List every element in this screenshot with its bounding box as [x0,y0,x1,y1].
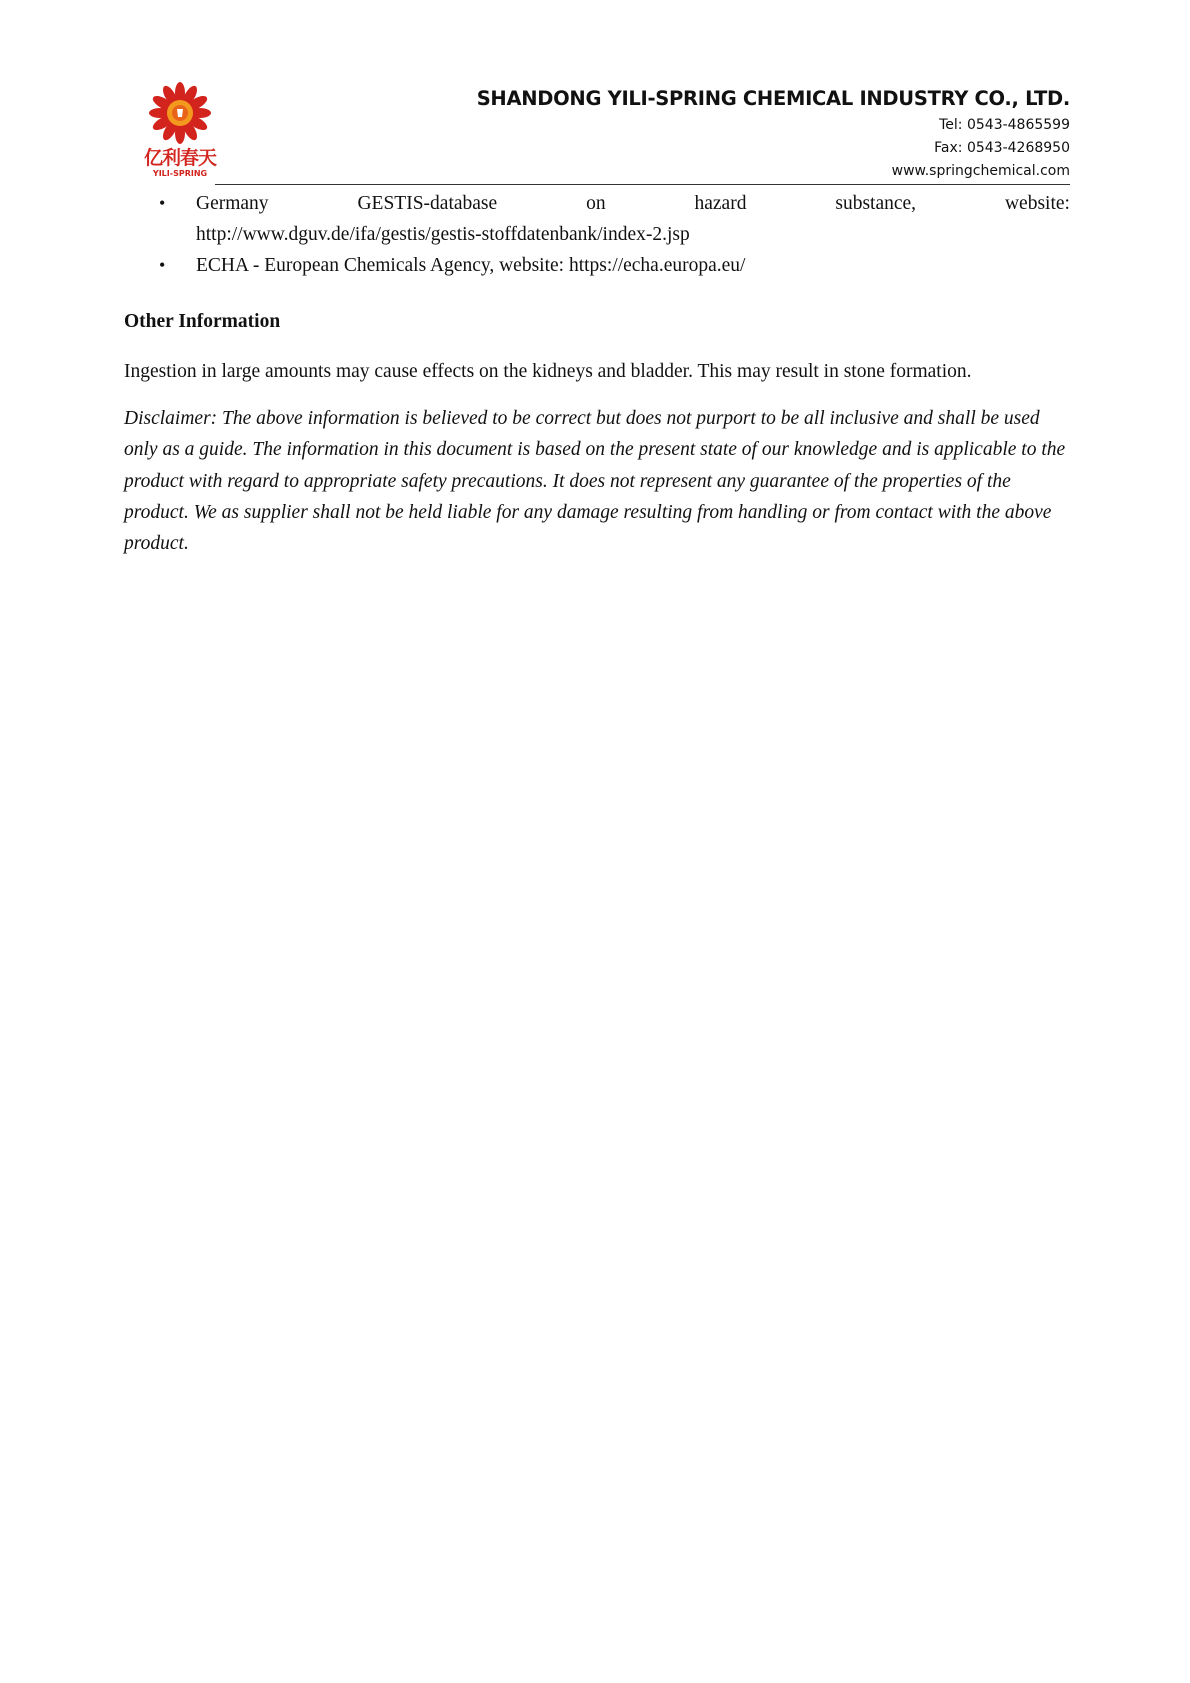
bullet-icon: • [159,255,166,275]
logo-english-text: YILI-SPRING [152,169,208,178]
reference-word: hazard [694,193,747,214]
company-name: SHANDONG YILI-SPRING CHEMICAL INDUSTRY CO., LTD. [476,87,1070,110]
reference-word: substance, [835,193,917,214]
reference-word: website: [1004,193,1070,214]
section-title: Other Information [124,311,281,332]
company-website: www.springchemical.com [891,163,1070,179]
gestis-link[interactable]: http://www.dguv.de/ifa/gestis/gestis-stoffdatenbank/index-2.jsp [196,224,690,245]
echa-reference[interactable]: ECHA - European Chemicals Agency, website: https://echa.europa.eu/ [196,255,746,276]
disclaimer-text: Disclaimer: The above information is believed to be correct but does not purport to be all inclusive and shall be used only as a guide. The information in this document is based on the present state of our knowledge and is applicable to the product with regard to appropriate safety precautions. It does not represent any guarantee of the properties of the product. We as supplier shall not be held liable for any damage resulting from handling or from contact with the above product. [124,408,1066,555]
bullet-icon: • [159,193,166,213]
reference-line [196,188,1070,219]
logo-chinese-text: 亿利春天 [143,147,216,169]
reference-word: GESTIS-database [357,193,498,214]
other-information-text: Ingestion in large amounts may cause effects on the kidneys and bladder. This may result in stone formation. [124,361,972,382]
reference-word: on [586,193,606,214]
reference-list [152,188,1070,281]
list-item [152,188,1070,250]
reference-word: Germany [196,193,269,214]
company-fax: Fax: 0543-4268950 [934,140,1070,156]
company-tel: Tel: 0543-4865599 [939,117,1070,133]
sunflower-logo-icon [140,80,220,146]
list-item [152,250,1070,281]
header-divider [215,184,1070,185]
